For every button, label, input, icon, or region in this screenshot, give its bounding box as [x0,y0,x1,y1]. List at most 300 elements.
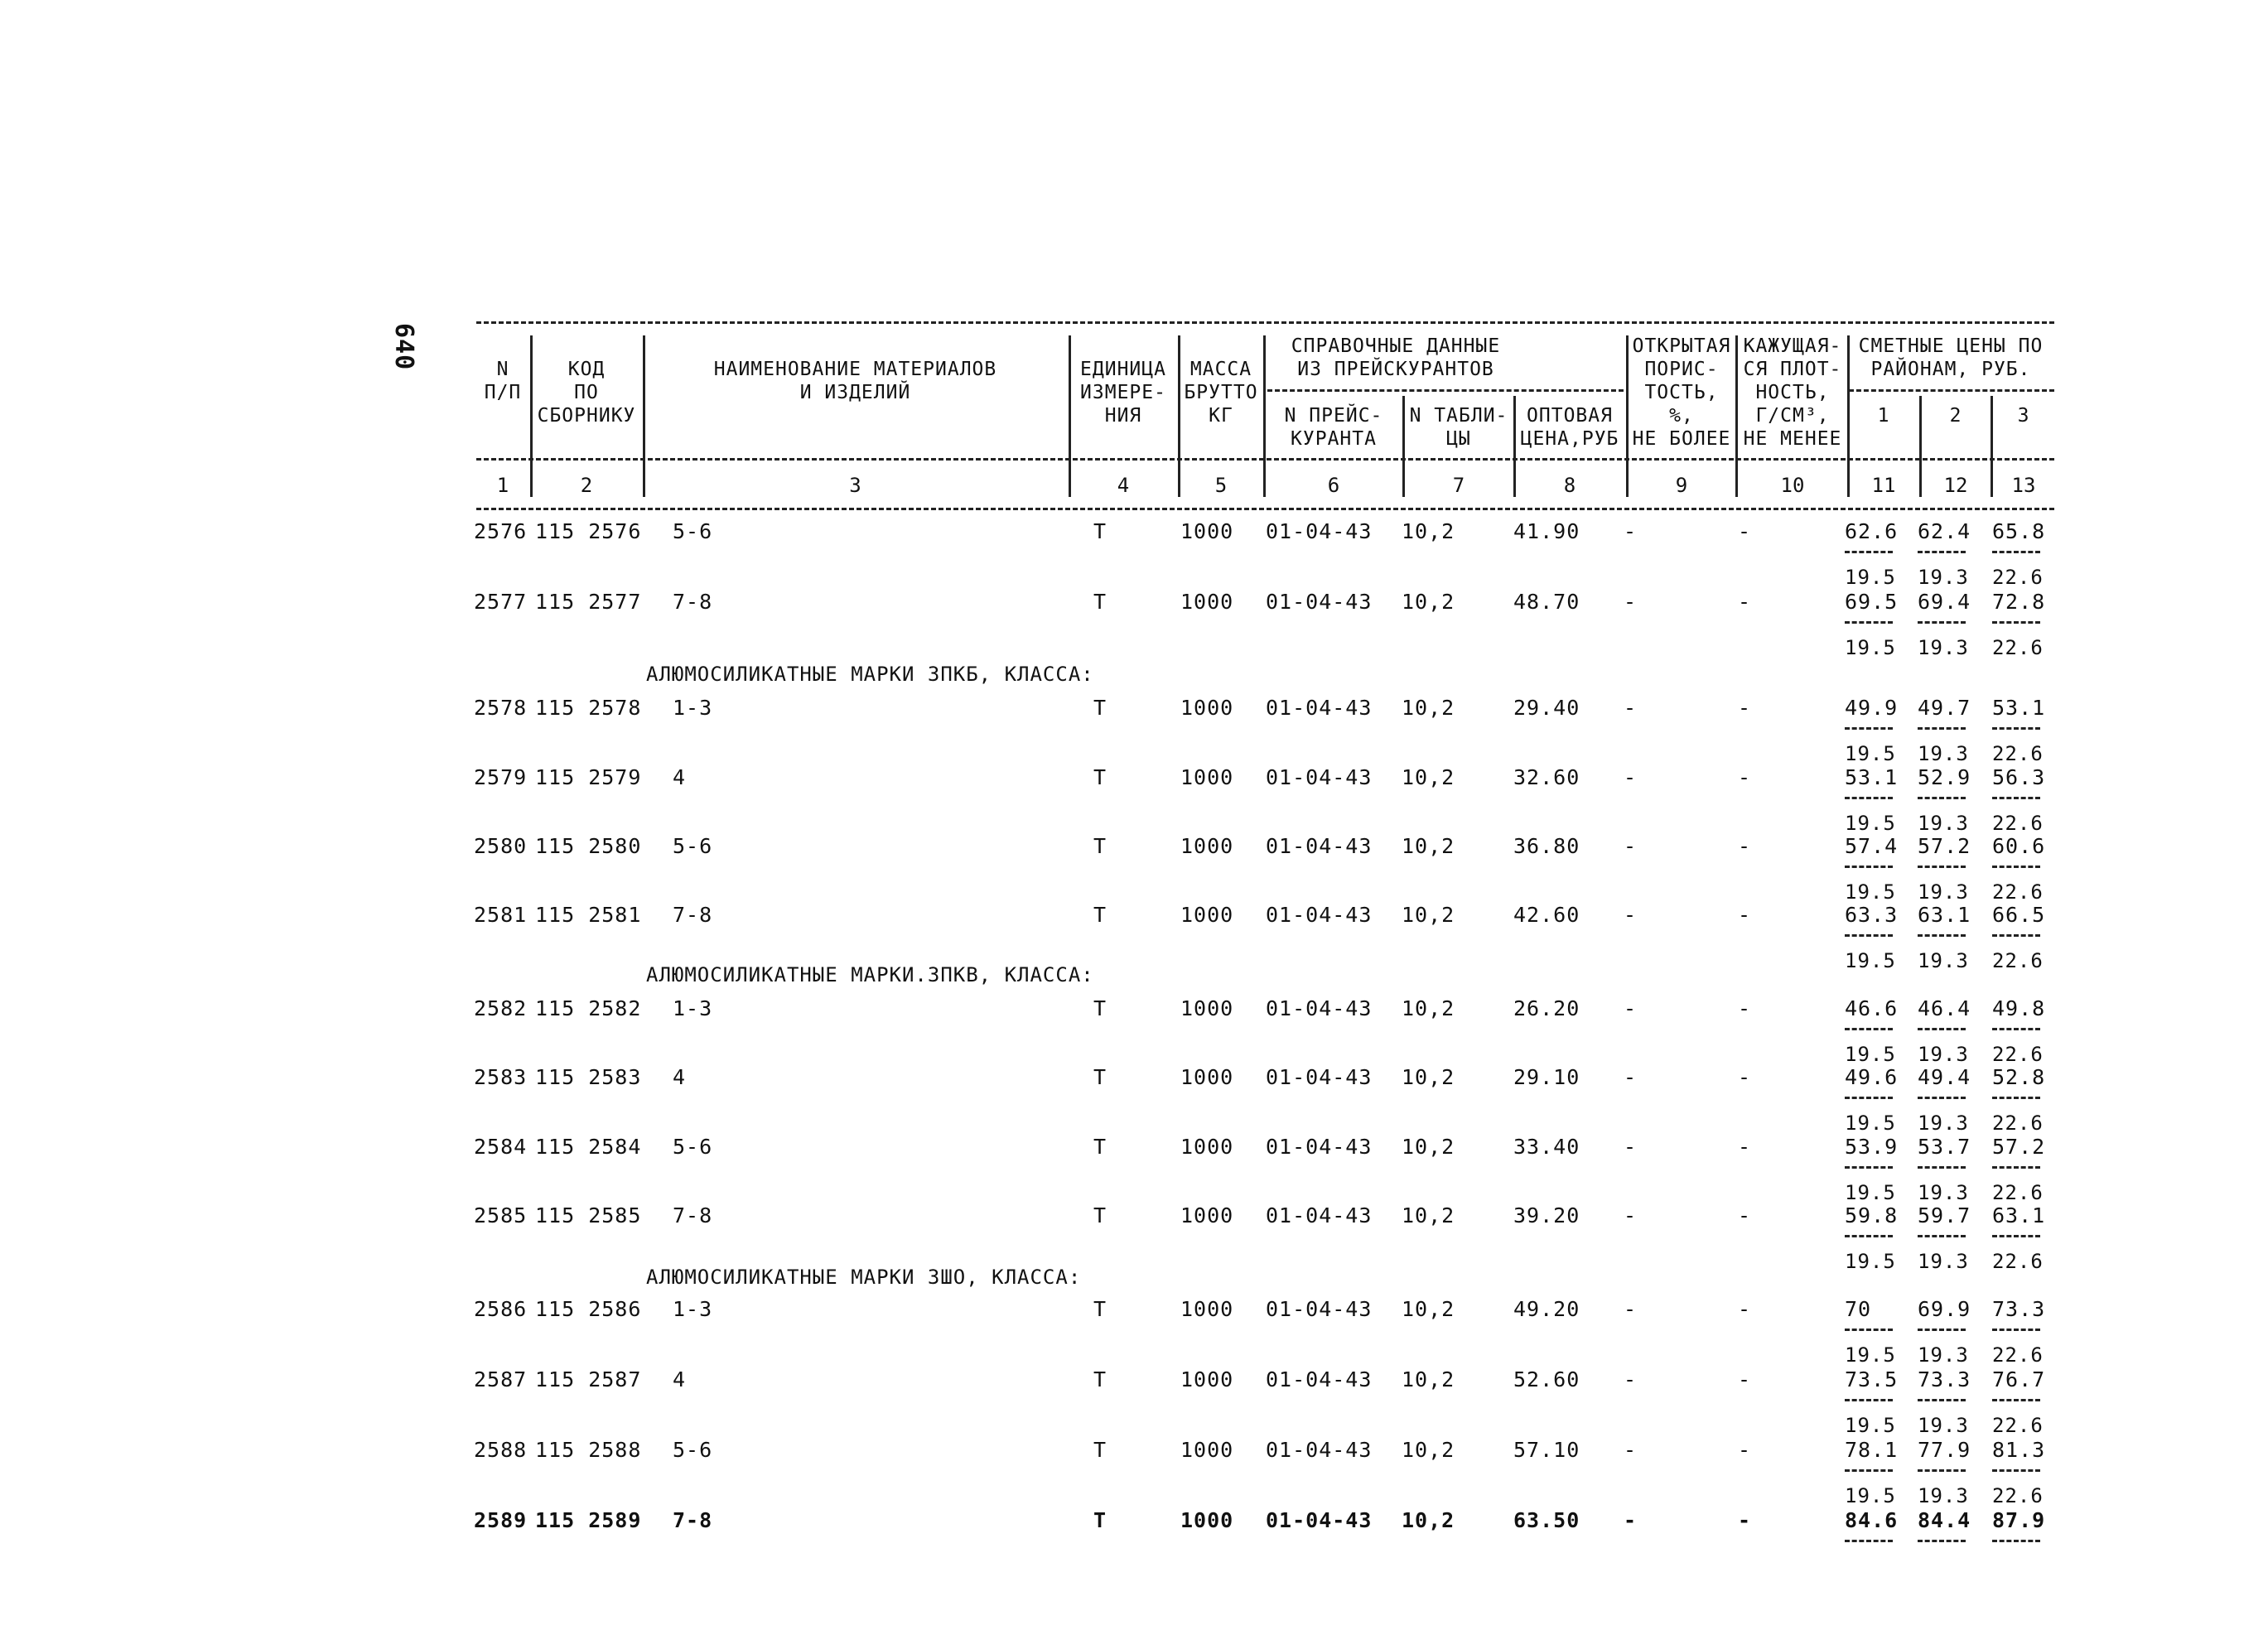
row-price-list: 01-04-43 [1266,1203,1373,1227]
row-density: - [1738,996,1752,1020]
row-porosity: - [1624,765,1638,789]
price-divider [1992,727,2040,730]
column-number: 12 [1943,474,1968,497]
row-name: 7-8 [673,1203,713,1227]
header-code: КОД ПО СБОРНИКУ [537,359,636,427]
price-divider [1845,797,1893,799]
row-porosity: - [1624,1508,1638,1532]
price-divider [1992,1097,2040,1099]
price-divider [1845,727,1893,730]
row-price-region-1: 53.1 [1845,765,1899,789]
row-porosity: - [1624,696,1638,720]
header-ref-group: СПРАВОЧНЫЕ ДАННЫЕ ИЗ ПРЕЙСКУРАНТОВ [1291,335,1501,380]
row-price-list: 01-04-43 [1266,834,1373,858]
row-name: 5-6 [673,1135,713,1159]
row-mass: 1000 [1180,1297,1234,1321]
header-separator [1263,335,1266,497]
price-group-rule [1849,389,2054,392]
row-price-region-2: 62.4 [1918,519,1971,543]
row-name: 1-3 [673,696,713,720]
row-price-region-2: 63.1 [1918,903,1971,927]
row-secondary-price: 19.3 [1918,880,1969,904]
row-table-ref: 10,2 [1402,1438,1455,1462]
row-wholesale-price: 32.60 [1513,765,1580,789]
row-secondary-price: 19.5 [1845,949,1896,972]
price-divider [1845,1399,1893,1401]
row-price-region-2: 59.7 [1918,1203,1971,1227]
row-code: 115 2580 [535,834,642,858]
price-divider [1918,727,1966,730]
row-density: - [1738,1065,1752,1089]
price-divider [1845,1469,1893,1472]
price-divider [1845,866,1893,868]
row-price-list: 01-04-43 [1266,903,1373,927]
group-title: АЛЮМОСИЛИКАТНЫЕ МАРКИ ЗПКБ, КЛАССА: [646,663,1094,686]
row-wholesale-price: 57.10 [1513,1438,1580,1462]
header-wholesale: ОПТОВАЯ ЦЕНА,РУБ [1520,405,1619,450]
price-divider [1918,551,1966,553]
price-divider [1918,1399,1966,1401]
row-wholesale-price: 29.10 [1513,1065,1580,1089]
row-wholesale-price: 33.40 [1513,1135,1580,1159]
row-unit: Т [1093,590,1107,614]
row-price-region-2: 73.3 [1918,1367,1971,1391]
row-code: 115 2583 [535,1065,642,1089]
row-unit: Т [1093,834,1107,858]
price-divider [1992,866,2040,868]
row-secondary-price: 22.6 [1992,1414,2044,1437]
row-porosity: - [1624,1297,1638,1321]
price-divider [1918,934,1966,937]
row-density: - [1738,519,1752,543]
column-number: 2 [580,474,593,497]
group-title: АЛЮМОСИЛИКАТНЫЕ МАРКИ.ЗПКВ, КЛАССА: [646,963,1094,986]
row-price-list: 01-04-43 [1266,1367,1373,1391]
price-divider [1918,1329,1966,1331]
row-unit: Т [1093,1297,1107,1321]
row-price-region-2: 49.4 [1918,1065,1971,1089]
column-number-rule [476,508,2054,510]
column-number: 10 [1780,474,1805,497]
price-divider [1992,797,2040,799]
row-price-region-2: 69.4 [1918,590,1971,614]
row-secondary-price: 22.6 [1992,1250,2044,1273]
row-mass: 1000 [1180,1438,1234,1462]
row-density: - [1738,1367,1752,1391]
price-divider [1918,1166,1966,1169]
row-price-region-1: 63.3 [1845,903,1899,927]
header-separator [643,335,645,497]
row-price-region-3: 65.8 [1992,519,2046,543]
header-mass: МАССА БРУТТО КГ [1184,359,1258,427]
row-code: 115 2582 [535,996,642,1020]
row-secondary-price: 19.5 [1845,1043,1896,1066]
row-secondary-price: 19.3 [1918,812,1969,835]
header-n: N П/П [484,359,522,403]
row-secondary-price: 19.3 [1918,1484,1969,1507]
row-price-region-2: 77.9 [1918,1438,1971,1462]
row-density: - [1738,696,1752,720]
price-divider [1845,551,1893,553]
row-number: 2581 [474,903,528,927]
row-price-region-1: 73.5 [1845,1367,1899,1391]
row-mass: 1000 [1180,590,1234,614]
row-number: 2585 [474,1203,528,1227]
row-density: - [1738,1438,1752,1462]
row-secondary-price: 19.5 [1845,1181,1896,1204]
row-number: 2587 [474,1367,528,1391]
row-code: 115 2584 [535,1135,642,1159]
row-unit: Т [1093,903,1107,927]
row-unit: Т [1093,1065,1107,1089]
row-table-ref: 10,2 [1402,1065,1455,1089]
row-price-region-1: 57.4 [1845,834,1899,858]
price-divider [1845,621,1893,624]
row-density: - [1738,590,1752,614]
row-name: 7-8 [673,590,713,614]
row-unit: Т [1093,1508,1107,1532]
table-top-rule [476,321,2054,324]
price-divider [1992,1028,2040,1030]
header-table: N ТАБЛИ- ЦЫ [1409,405,1508,450]
row-price-region-1: 53.9 [1845,1135,1899,1159]
row-secondary-price: 19.3 [1918,1414,1969,1437]
row-price-region-3: 53.1 [1992,696,2046,720]
row-name: 5-6 [673,834,713,858]
price-divider [1918,621,1966,624]
row-price-region-3: 63.1 [1992,1203,2046,1227]
row-wholesale-price: 49.20 [1513,1297,1580,1321]
row-price-region-1: 49.6 [1845,1065,1899,1089]
row-number: 2586 [474,1297,528,1321]
header-unit: ЕДИНИЦА ИЗМЕРЕ- НИЯ [1080,359,1166,427]
row-unit: Т [1093,1135,1107,1159]
row-mass: 1000 [1180,903,1234,927]
row-number: 2588 [474,1438,528,1462]
row-price-region-2: 53.7 [1918,1135,1971,1159]
row-density: - [1738,1508,1752,1532]
row-price-region-1: 59.8 [1845,1203,1899,1227]
row-number: 2576 [474,519,528,543]
row-table-ref: 10,2 [1402,1203,1455,1227]
row-secondary-price: 19.5 [1845,566,1896,589]
price-divider [1992,1540,2040,1542]
row-price-list: 01-04-43 [1266,1297,1373,1321]
row-price-region-2: 69.9 [1918,1297,1971,1321]
row-price-region-3: 57.2 [1992,1135,2046,1159]
row-unit: Т [1093,765,1107,789]
row-price-region-3: 52.8 [1992,1065,2046,1089]
row-secondary-price: 19.5 [1845,1250,1896,1273]
row-mass: 1000 [1180,834,1234,858]
row-secondary-price: 19.3 [1918,1181,1969,1204]
row-secondary-price: 19.5 [1845,1343,1896,1367]
row-table-ref: 10,2 [1402,519,1455,543]
price-divider [1992,551,2040,553]
row-price-region-2: 49.7 [1918,696,1971,720]
row-price-list: 01-04-43 [1266,590,1373,614]
row-secondary-price: 19.5 [1845,1112,1896,1135]
row-mass: 1000 [1180,1065,1234,1089]
row-wholesale-price: 36.80 [1513,834,1580,858]
row-secondary-price: 19.3 [1918,1043,1969,1066]
column-number: 5 [1214,474,1228,497]
column-number: 13 [2011,474,2036,497]
row-name: 1-3 [673,996,713,1020]
row-code: 115 2579 [535,765,642,789]
row-name: 1-3 [673,1297,713,1321]
row-secondary-price: 19.5 [1845,880,1896,904]
price-divider [1845,1540,1893,1542]
row-table-ref: 10,2 [1402,590,1455,614]
row-code: 115 2586 [535,1297,642,1321]
column-number: 11 [1871,474,1896,497]
row-secondary-price: 22.6 [1992,1112,2044,1135]
row-secondary-price: 19.3 [1918,1112,1969,1135]
row-number: 2577 [474,590,528,614]
column-number: 6 [1327,474,1340,497]
row-price-region-3: 72.8 [1992,590,2046,614]
row-table-ref: 10,2 [1402,1508,1455,1532]
row-wholesale-price: 52.60 [1513,1367,1580,1391]
group-title: АЛЮМОСИЛИКАТНЫЕ МАРКИ ЗШО, КЛАССА: [646,1266,1082,1289]
price-divider [1845,1097,1893,1099]
row-secondary-price: 19.5 [1845,1414,1896,1437]
price-divider [1992,1166,2040,1169]
row-density: - [1738,1135,1752,1159]
row-price-list: 01-04-43 [1266,696,1373,720]
row-secondary-price: 19.5 [1845,812,1896,835]
row-price-region-1: 46.6 [1845,996,1899,1020]
header-region-3: 3 [2017,405,2030,427]
row-number: 2578 [474,696,528,720]
row-wholesale-price: 63.50 [1513,1508,1580,1532]
row-price-region-1: 62.6 [1845,519,1899,543]
row-table-ref: 10,2 [1402,903,1455,927]
price-divider [1845,934,1893,937]
row-price-list: 01-04-43 [1266,1065,1373,1089]
ref-group-rule [1267,389,1624,392]
row-porosity: - [1624,1203,1638,1227]
row-code: 115 2577 [535,590,642,614]
row-price-region-2: 84.4 [1918,1508,1971,1532]
row-mass: 1000 [1180,1367,1234,1391]
row-code: 115 2588 [535,1438,642,1462]
header-price-group: СМЕТНЫЕ ЦЕНЫ ПО РАЙОНАМ, РУБ. [1858,335,2044,380]
price-divider [1918,866,1966,868]
row-wholesale-price: 41.90 [1513,519,1580,543]
row-unit: Т [1093,519,1107,543]
row-unit: Т [1093,996,1107,1020]
price-divider [1845,1028,1893,1030]
row-table-ref: 10,2 [1402,1297,1455,1321]
row-wholesale-price: 29.40 [1513,696,1580,720]
row-secondary-price: 22.6 [1992,812,2044,835]
row-price-list: 01-04-43 [1266,1135,1373,1159]
column-number: 4 [1117,474,1130,497]
row-porosity: - [1624,519,1638,543]
row-secondary-price: 19.3 [1918,1343,1969,1367]
row-secondary-price: 19.3 [1918,566,1969,589]
row-price-list: 01-04-43 [1266,765,1373,789]
row-density: - [1738,834,1752,858]
row-code: 115 2581 [535,903,642,927]
row-code: 115 2576 [535,519,642,543]
header-density: КАЖУЩАЯ- СЯ ПЛОТ- НОСТЬ, Г/СМ³, НЕ МЕНЕЕ [1743,335,1842,450]
row-name: 4 [673,765,687,789]
row-code: 115 2589 [535,1508,642,1532]
row-secondary-price: 19.3 [1918,742,1969,765]
row-table-ref: 10,2 [1402,996,1455,1020]
row-code: 115 2585 [535,1203,642,1227]
row-price-region-3: 87.9 [1992,1508,2046,1532]
row-porosity: - [1624,834,1638,858]
header-porosity: ОТКРЫТАЯ ПОРИС- ТОСТЬ, %, НЕ БОЛЕЕ [1632,335,1731,450]
row-code: 115 2587 [535,1367,642,1391]
row-porosity: - [1624,996,1638,1020]
row-price-region-1: 49.9 [1845,696,1899,720]
header-price-list: N ПРЕЙС- КУРАНТА [1284,405,1383,450]
row-porosity: - [1624,590,1638,614]
row-name: 5-6 [673,1438,713,1462]
row-density: - [1738,1297,1752,1321]
row-secondary-price: 19.5 [1845,636,1896,659]
row-secondary-price: 22.6 [1992,880,2044,904]
column-number: 8 [1563,474,1576,497]
row-secondary-price: 22.6 [1992,636,2044,659]
row-secondary-price: 19.3 [1918,949,1969,972]
row-secondary-price: 22.6 [1992,949,2044,972]
row-mass: 1000 [1180,1203,1234,1227]
row-porosity: - [1624,1367,1638,1391]
row-unit: Т [1093,1438,1107,1462]
row-number: 2589 [474,1508,528,1532]
row-density: - [1738,903,1752,927]
row-secondary-price: 22.6 [1992,1181,2044,1204]
price-divider [1845,1235,1893,1237]
row-price-region-1: 78.1 [1845,1438,1899,1462]
row-table-ref: 10,2 [1402,696,1455,720]
row-secondary-price: 19.5 [1845,1484,1896,1507]
row-price-region-2: 52.9 [1918,765,1971,789]
row-price-region-1: 69.5 [1845,590,1899,614]
row-price-region-2: 57.2 [1918,834,1971,858]
row-price-region-2: 46.4 [1918,996,1971,1020]
row-price-list: 01-04-43 [1266,519,1373,543]
column-number: 3 [849,474,861,497]
row-secondary-price: 22.6 [1992,742,2044,765]
row-number: 2580 [474,834,528,858]
header-region-1: 1 [1877,405,1890,427]
row-table-ref: 10,2 [1402,834,1455,858]
price-divider [1918,1028,1966,1030]
row-porosity: - [1624,1135,1638,1159]
row-table-ref: 10,2 [1402,1135,1455,1159]
row-number: 2579 [474,765,528,789]
row-porosity: - [1624,1065,1638,1089]
row-wholesale-price: 26.20 [1513,996,1580,1020]
price-divider [1845,1329,1893,1331]
row-secondary-price: 22.6 [1992,1043,2044,1066]
price-divider [1992,1329,2040,1331]
price-divider [1992,621,2040,624]
row-porosity: - [1624,1438,1638,1462]
price-divider [1918,1469,1966,1472]
row-porosity: - [1624,903,1638,927]
row-price-list: 01-04-43 [1266,1508,1373,1532]
row-secondary-price: 22.6 [1992,1484,2044,1507]
row-name: 4 [673,1065,687,1089]
row-name: 4 [673,1367,687,1391]
row-unit: Т [1093,1203,1107,1227]
price-divider [1992,1399,2040,1401]
price-divider [1918,1235,1966,1237]
row-number: 2582 [474,996,528,1020]
row-secondary-price: 22.6 [1992,1343,2044,1367]
price-divider [1918,797,1966,799]
row-mass: 1000 [1180,696,1234,720]
header-region-2: 2 [1949,405,1962,427]
price-divider [1992,934,2040,937]
page-number: 640 [389,323,418,371]
row-name: 5-6 [673,519,713,543]
row-table-ref: 10,2 [1402,1367,1455,1391]
row-mass: 1000 [1180,996,1234,1020]
row-density: - [1738,765,1752,789]
column-number: 1 [496,474,509,497]
row-unit: Т [1093,1367,1107,1391]
row-price-region-3: 56.3 [1992,765,2046,789]
row-name: 7-8 [673,1508,713,1532]
column-number: 7 [1452,474,1465,497]
row-code: 115 2578 [535,696,642,720]
row-number: 2584 [474,1135,528,1159]
row-price-region-3: 60.6 [1992,834,2046,858]
row-mass: 1000 [1180,519,1234,543]
row-secondary-price: 19.5 [1845,742,1896,765]
row-price-region-3: 66.5 [1992,903,2046,927]
row-wholesale-price: 48.70 [1513,590,1580,614]
row-mass: 1000 [1180,765,1234,789]
row-price-region-3: 76.7 [1992,1367,2046,1391]
price-divider [1845,1166,1893,1169]
row-price-list: 01-04-43 [1266,996,1373,1020]
row-price-region-1: 70 [1845,1297,1872,1321]
row-price-list: 01-04-43 [1266,1438,1373,1462]
row-density: - [1738,1203,1752,1227]
row-secondary-price: 22.6 [1992,566,2044,589]
row-wholesale-price: 39.20 [1513,1203,1580,1227]
column-number: 9 [1675,474,1688,497]
row-table-ref: 10,2 [1402,765,1455,789]
row-price-region-3: 49.8 [1992,996,2046,1020]
row-number: 2583 [474,1065,528,1089]
price-divider [1918,1097,1966,1099]
price-divider [1992,1235,2040,1237]
row-price-region-3: 73.3 [1992,1297,2046,1321]
price-divider [1992,1469,2040,1472]
row-mass: 1000 [1180,1135,1234,1159]
row-name: 7-8 [673,903,713,927]
price-divider [1918,1540,1966,1542]
header-name: НАИМЕНОВАНИЕ МАТЕРИАЛОВ И ИЗДЕЛИЙ [713,359,997,403]
row-price-region-3: 81.3 [1992,1438,2046,1462]
row-secondary-price: 19.3 [1918,636,1969,659]
row-mass: 1000 [1180,1508,1234,1532]
row-secondary-price: 19.3 [1918,1250,1969,1273]
row-unit: Т [1093,696,1107,720]
row-price-region-1: 84.6 [1845,1508,1899,1532]
